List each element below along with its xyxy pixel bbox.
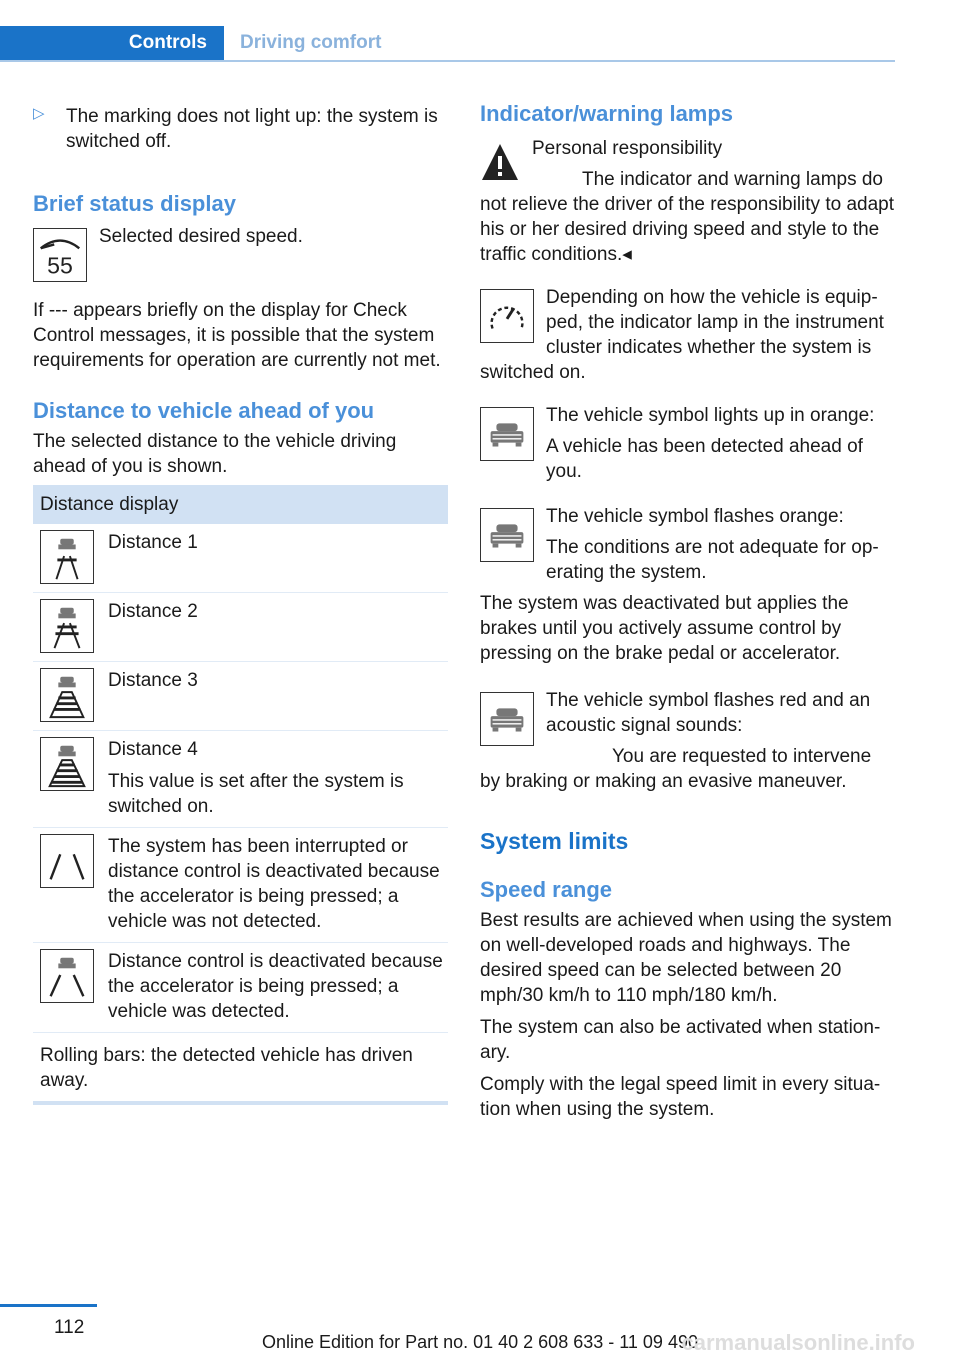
triangle-bullet-icon: ▷: [33, 105, 45, 122]
bullet-item: [33, 104, 448, 154]
table-row: [33, 593, 448, 662]
row-text: Distance 4: [108, 739, 198, 760]
vehicle-symbol-red-icon: [480, 692, 534, 746]
warning-triangle-icon: [480, 142, 520, 187]
row-text: Distance 3: [108, 670, 198, 691]
vehicle-symbol-flashing-icon: [480, 508, 534, 562]
lane-no-vehicle-icon: [40, 834, 94, 888]
table-row: [33, 828, 448, 943]
flash-text: The conditions are not adequate for operating the system.: [546, 537, 879, 583]
warning-title: Personal responsibility: [532, 138, 723, 159]
tab-controls[interactable]: Controls: [0, 26, 224, 60]
orange-text: A vehicle has been detected ahead of you.: [546, 436, 863, 482]
speedometer-icon: [480, 289, 534, 343]
distance-table: [33, 485, 448, 1105]
table-row: [33, 943, 448, 1033]
vehicle-symbol-icon: [480, 407, 534, 461]
brief-status-heading: Brief status display: [33, 191, 236, 216]
row-text: Rolling bars: the detected vehicle has driven away.: [40, 1045, 413, 1091]
header-rule: [0, 60, 895, 62]
row-text: Distance 1: [108, 532, 198, 553]
table-row: [33, 662, 448, 731]
row-text: The system has been interrupted or distance control is deactivated because the accelerator is being pressed; a vehicle was not detected.: [108, 836, 440, 932]
table-header: Distance display: [33, 485, 448, 524]
red-title: The vehicle symbol flashes red and an acoustic signal sounds:: [546, 690, 871, 736]
brief-status-text: Selected desired speed.: [99, 226, 303, 247]
speedometer-text: Depending on how the vehicle is equipped, the indicator lamp in the instrument cluster indicates whether the system is switched on.: [480, 287, 884, 383]
speed-range-text-3: Comply with the legal speed limit in every situation when using the system.: [480, 1074, 881, 1120]
flash-title: The vehicle symbol flashes orange:: [546, 506, 844, 527]
distance-4-icon: [40, 737, 94, 791]
distance-2-icon: [40, 599, 94, 653]
distance-intro: The selected distance to the vehicle driving ahead of you is shown.: [33, 431, 397, 477]
footer-rule: [0, 1304, 97, 1307]
distance-heading: Distance to vehicle ahead of you: [33, 398, 375, 423]
check-control-text: If --- appears briefly on the display for Check Control messages, it is possible that the system requirements for operation are currently not met.: [33, 300, 441, 371]
page-header: [0, 26, 895, 62]
desired-speed-icon: [33, 228, 87, 282]
row-text: Distance 2: [108, 601, 198, 622]
distance-3-icon: [40, 668, 94, 722]
lane-vehicle-icon: [40, 949, 94, 1003]
speed-value: 55: [47, 252, 73, 279]
row-text: Distance control is deactivated because the accelerator is being pressed; a vehicle was detected.: [108, 951, 443, 1022]
row-text: This value is set after the system is switched on.: [108, 771, 404, 817]
left-column: [33, 100, 448, 1105]
speed-range-heading: Speed range: [480, 877, 613, 902]
speed-range-text-2: The system can also be activated when stationary.: [480, 1017, 881, 1063]
tab-driving-comfort[interactable]: Driving comfort: [240, 32, 382, 53]
right-column: [480, 100, 896, 1122]
distance-1-icon: [40, 530, 94, 584]
orange-title: The vehicle symbol lights up in orange:: [546, 405, 875, 426]
system-limits-heading: System limits: [480, 828, 629, 854]
watermark: carmanualsonline.info: [681, 1330, 915, 1355]
warning-text: The indicator and warning lamps do not relieve the driver of the responsibility to adapt his or her desired driving speed and style to the traffic conditions.◂: [480, 169, 895, 265]
indicator-heading: Indicator/warning lamps: [480, 101, 734, 126]
table-row: [33, 524, 448, 593]
edition-text: Online Edition for Part no. 01 40 2 608 633 - 11 09 490: [262, 1332, 698, 1352]
table-row: [33, 1033, 448, 1101]
bullet-text: The marking does not light up: the system is switched off.: [66, 106, 438, 152]
deactivated-text: The system was deactivated but applies the brakes until you actively assume control by pressing on the brake pedal or accelerator.: [480, 593, 849, 664]
red-text: You are requested to intervene by braking or making an evasive maneuver.: [480, 746, 872, 792]
page-number: 112: [54, 1317, 85, 1338]
speed-range-text-1: Best results are achieved when using the system on well-developed roads and highways. The desired speed can be selected between 20 mph/30 km/h to 110 mph/180 km/h.: [480, 910, 892, 1006]
table-row: [33, 731, 448, 828]
